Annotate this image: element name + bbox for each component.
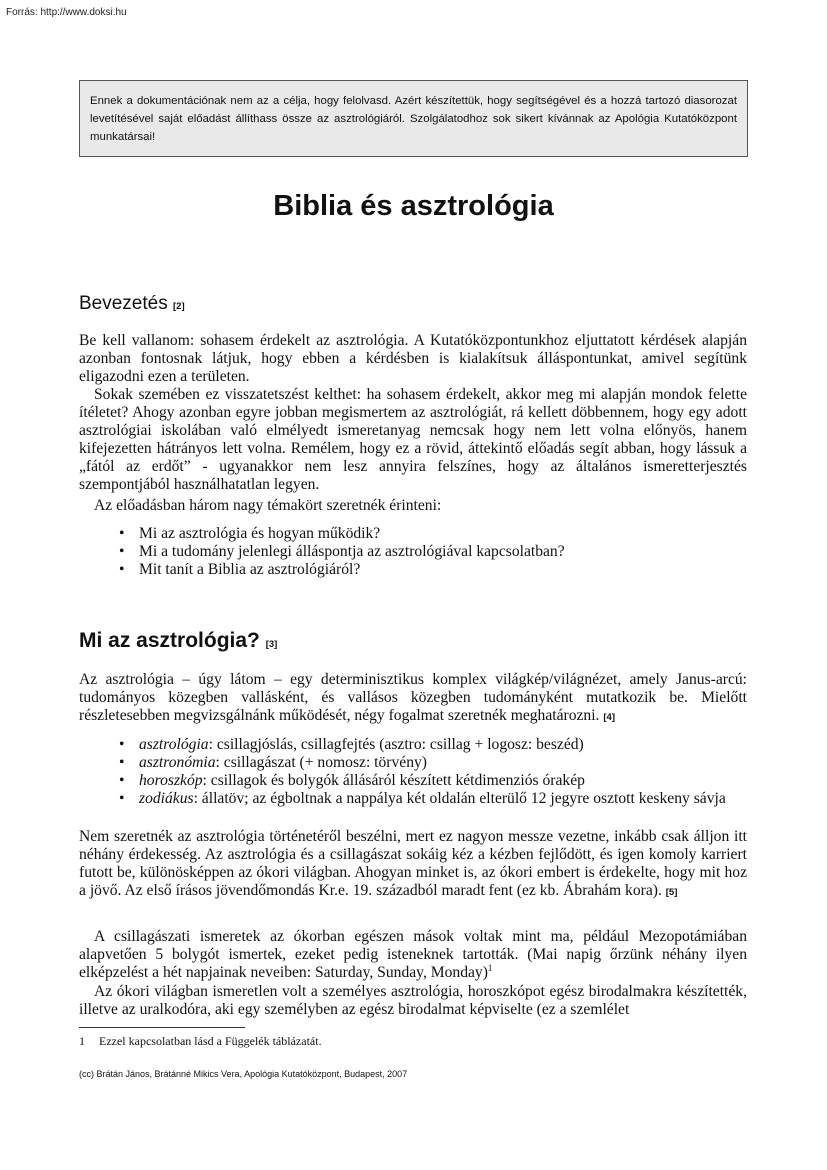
what-paragraph-4: Az ókori világban ismeretlen volt a személyes asztrológia, horoszkópot egész birodalmakra készítették, illetve az uralkodóra, aki egy személyben az egész birodalmat képviselte (ez a szemlélet — [79, 983, 747, 1018]
source-url: Forrás: http://www.doksi.hu — [6, 7, 127, 18]
bullet-icon: • — [119, 736, 125, 753]
term: horoszkóp — [139, 772, 203, 789]
term-definition: : csillagok és bolygók állásáról készített kétdimenziós órakép — [202, 772, 585, 789]
bullet-icon: • — [119, 561, 125, 578]
intro-paragraph-3: Az előadásban három nagy témakört szeretnék érinteni: — [94, 497, 442, 514]
footnote-marker: 1 — [487, 962, 493, 973]
slide-ref: [5] — [665, 887, 678, 898]
terms-list — [79, 736, 747, 808]
section-heading-what-text: Mi az asztrológia? — [79, 629, 260, 652]
intro-paragraph-2: Sokak szemében ez visszatetszést kelthet: ha sohasem érdekelt, akkor meg mi alapján mondok felette ítéletet? Ahogy azonban egyre jobban megismertem az asztrológiát, rá kellett döbbennem, hogy egy adott asztrológiai iskolában való elmélyedt ismeretanyag nemcsak hogy nem lett volna előnyös, hanem kifejezetten hátrányos lett volna. Remélem, hogy ez a rövid, áttekintő előadás segít abban, hogy lássuk a „fától az erdőt” - ugyanakkor nem lesz annyira felszínes, hogy az általános ismeretterjesztés szempontjából használhatatlan legyen. — [79, 386, 747, 493]
term-definition: : csillagjóslás, csillagfejtés (asztro: csillag + logosz: beszéd) — [208, 736, 584, 753]
section-heading-intro — [79, 293, 185, 315]
bullet-icon: • — [119, 525, 125, 542]
intro-topic-list — [79, 525, 747, 579]
what-paragraph-2: Nem szeretnék az asztrológia történetéről beszélni, mert ez nagyon messze vezetne, inkább csak álljon itt néhány érdekesség. Az asztrológia és a csillagászat sokáig kéz a kézben fejlődött, és igen komoly karriert futott be, különösképpen az ókori világban. Ahogyan minket is, az ókori embert is érdekelte, hogy mit hoz a jövő. Az első írásos jövendőmondás Kr.e. 19. századból maradt fent (ez kb. Ábrahám kora). [5] — [79, 828, 747, 899]
slide-ref: [4] — [603, 712, 615, 723]
footnote-number: 1 — [79, 1034, 85, 1048]
slide-ref: [2] — [173, 301, 185, 312]
bullet-icon: • — [119, 754, 125, 771]
list-item — [79, 772, 747, 790]
bullet-icon: • — [119, 790, 125, 807]
list-item — [79, 754, 747, 772]
term-definition: : állatöv; az égboltnak a nappálya két oldalán elterülő 12 jegyre osztott keskeny sávja — [193, 790, 726, 807]
page-footer: (cc) Brátán János, Brátánné Mikics Vera, Apológia Kutatóközpont, Budapest, 2007 — [79, 1069, 408, 1079]
term: asztronómia — [139, 754, 216, 771]
list-item: • Mi az asztrológia és hogyan működik? — [119, 525, 381, 542]
page-title: Biblia és asztrológia — [273, 190, 554, 222]
list-item — [79, 790, 747, 808]
notice-box: Ennek a dokumentációnak nem az a célja, hogy felolvasd. Azért készítettük, hogy segítségével és a hozzá tartozó diasorozat levetítésével saját előadást állíthass össze az asztrológiáról. Szolgálatodhoz sok sikert kívánnak az Apológia Kutatóközpont munkatársai! — [79, 80, 748, 157]
footnote-divider — [79, 1027, 245, 1028]
term-definition: : csillagászat (+ nomosz: törvény) — [215, 754, 427, 771]
section-heading-what — [79, 629, 277, 653]
term: asztrológia — [139, 736, 209, 753]
footnote-text: Ezzel kapcsolatban lásd a Függelék táblázatát. — [99, 1034, 322, 1048]
list-item: • Mit tanít a Biblia az asztrológiáról? — [119, 561, 361, 578]
what-paragraph-3: A csillagászati ismeretek az ókorban egészen mások voltak mint ma, például Mezopotámiában alapvetően 5 bolygót ismertek, ezeket pedig isteneknek tartották. (Mai napig őrzünk néhány ilyen elképzelést a hét napjainak neveiben: Saturday, Sunday, Monday)$^1$ — [79, 928, 747, 981]
what-paragraph-1: Az asztrológia – úgy látom – egy determinisztikus komplex világkép/világnézet, amely Janus-arcú: tudományos közegben vallásként, és vallásos közegben tudományként mutatkozik be. Mielőtt részletesebben megvizsgálnánk működését, négy fogalmat szeretnék meghatározni. [4] — [79, 671, 747, 724]
bullet-icon: • — [119, 543, 125, 560]
bullet-icon: • — [119, 772, 125, 789]
footnote — [79, 1034, 322, 1049]
section-heading-intro-text: Bevezetés — [79, 293, 168, 314]
list-item — [79, 736, 747, 754]
list-item: • Mi a tudomány jelenlegi álláspontja az asztrológiával kapcsolatban? — [119, 543, 565, 560]
intro-paragraph-1: Be kell vallanom: sohasem érdekelt az asztrológia. A Kutatóközpontunkhoz eljuttatott kérdések alapján azonban fontosnak látjuk, hogy ebben a kérdésben is kialakítsuk álláspontunkat, amivel segítünk eligazodni ezen a területen. — [79, 332, 747, 385]
term: zodiákus — [139, 790, 194, 807]
slide-ref: [3] — [265, 639, 278, 650]
